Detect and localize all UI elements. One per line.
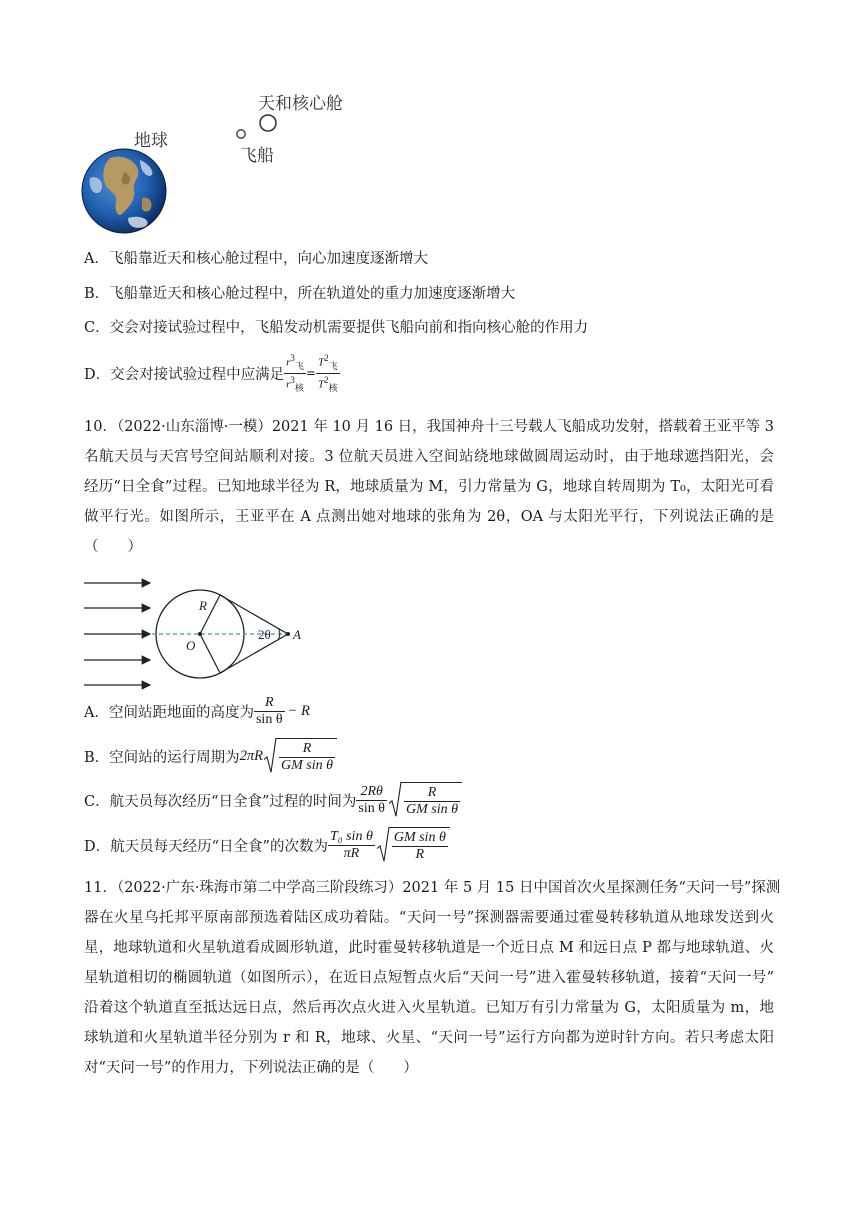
- q10-option-d: D．航天员每天经历“日全食”的次数为 $\frac{\text{T₀ sin θ}}{\pi R}$ $\frac{\text{GM sin θ}}{R}$: [84, 827, 450, 863]
- q10-line-4: 做平行光。如图所示，王亚平在 A 点测出她对地球的张角为 2θ，OA 与太阳光平行，下列说法正确的是: [84, 509, 774, 525]
- q9-kepler-ratio-t: $\frac{T^2_飞}{T^2_核}$: [317, 353, 338, 393]
- label-o: O: [186, 638, 196, 653]
- q11-line-7: 对“天问一号”的作用力，下列说法正确的是（ ）: [84, 1060, 418, 1076]
- label-r: R: [199, 598, 207, 613]
- q9-option-a: A．飞船靠近天和核心舱过程中，向心加速度逐渐增大: [84, 251, 428, 267]
- q10-c-fraction: $\frac{2R\theta}{\text{sin θ}}$: [358, 783, 385, 816]
- station-circle: [258, 113, 278, 133]
- q10-line-1: 10．（2022·山东淄博·一模）2021 年 10 月 16 日，我国神舟十三号载人飞船成功发射，搭载着王亚平等 3: [84, 419, 774, 435]
- q10-eclipse-figure: [82, 574, 312, 694]
- q10-option-a: A．空间站距地面的高度为 $\frac{R}{\text{sin θ}}$ − R: [84, 695, 310, 727]
- point-o: [198, 632, 202, 636]
- earth-globe-image: [80, 148, 168, 234]
- q11-line-3: 星，地球轨道和火星轨道看成圆形轨道，此时霍曼转移轨道是一个近日点 M 和远日点 P 都与地球轨道、火: [84, 940, 774, 956]
- q10-line-2: 名航天员与天宫号空间站顺利对接。3 位航天员进入空间站绕地球做圆周运动时，由于地球遮挡阳光，会: [84, 449, 774, 465]
- sunlight-arrows: [84, 583, 150, 685]
- earth-label: 地球: [134, 131, 168, 151]
- q11-line-4: 星轨道相切的椭圆轨道（如图所示），在近日点短暂点火后“天问一号”进入霍曼转移轨道，接着“天问一号”: [84, 970, 774, 986]
- q11-line-5: 沿着这个轨道直至抵达远日点，然后再次点火进入火星轨道。已知万有引力常量为 G，太阳质量为 m，地: [84, 1000, 774, 1016]
- point-a: [286, 632, 290, 636]
- q10-b-sqrt: $\frac{R}{\text{GM sin θ}}$: [264, 738, 337, 774]
- q9-option-b: B．飞船靠近天和核心舱过程中，所在轨道处的重力加速度逐渐增大: [84, 286, 516, 302]
- q11-line-2: 器在火星乌托邦平原南部预选着陆区成功着陆。“天问一号”探测器需要通过霍曼转移轨道从地球发送到火: [84, 910, 774, 926]
- q9-kepler-ratio-r: $\frac{r^3_飞}{r^3_核}$: [286, 353, 304, 393]
- q10-line-3: 经历“日全食”过程。已知地球半径为 R，地球质量为 M，引力常量为 G，地球自转周期为 T₀，太阳光可看: [84, 479, 774, 495]
- ship-label: 飞船: [240, 146, 274, 166]
- q11-stem: [84, 873, 781, 1083]
- q10-option-c: C．航天员每次经历“日全食”过程的时间为 $\frac{2R\theta}{\text{sin θ}}$ $\frac{R}{\text{GM sin θ}}$: [84, 782, 462, 818]
- station-label: 天和核心舱: [258, 94, 343, 114]
- q9-option-d-text: D．交会对接试验过程中应满足: [84, 366, 285, 383]
- q9-option-c: C．交会对接试验过程中，飞船发动机需要提供飞船向前和指向核心舱的作用力: [84, 320, 589, 336]
- q10-c-sqrt: $\frac{R}{\text{GM sin θ}}$: [389, 782, 462, 818]
- q11-line-6: 球轨道和火星轨道半径分别为 r 和 R，地球、火星、“天问一号”运行方向都为逆时针方向。若只考虑太阳: [84, 1030, 774, 1046]
- q10-a-fraction: $\frac{R}{\text{sin θ}}$: [255, 695, 283, 727]
- q10-stem: [84, 412, 774, 562]
- q9-option-d: D．交会对接试验过程中应满足 $\frac{r^3_飞}{r^3_核}$ = $\frac{T^2_飞}{T^2_核}$: [84, 353, 338, 393]
- q10-d-sqrt: $\frac{\text{GM sin θ}}{R}$: [377, 827, 450, 863]
- q10-option-b: B．空间站的运行周期为 2πR $\frac{R}{\text{GM sin θ}}$: [84, 738, 337, 774]
- label-angle: 2θ: [258, 627, 271, 642]
- label-a: A: [293, 627, 301, 642]
- radius-lower: [200, 634, 220, 673]
- q10-d-fraction: $\frac{\text{T₀ sin θ}}{\pi R}$: [329, 828, 373, 861]
- earth-station-figure: [80, 84, 380, 234]
- q10-line-5: （ ）: [84, 539, 142, 555]
- ship-circle: [235, 128, 247, 140]
- q11-line-1: 11．（2022·广东·珠海市第二中学高三阶段练习）2021 年 5 月 15 日中国首次火星探测任务“天问一号”探测: [84, 880, 781, 896]
